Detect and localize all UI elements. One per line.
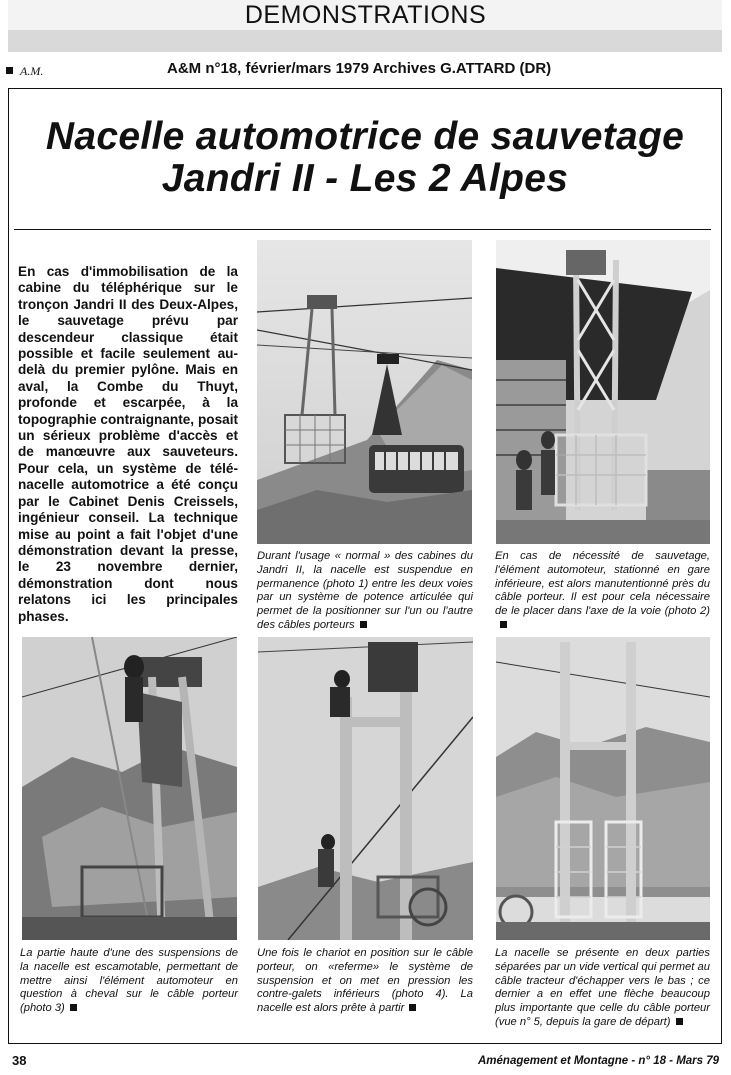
- bullet-square-icon: [6, 67, 13, 74]
- publication-footer: Aménagement et Montagne - n° 18 - Mars 79: [478, 1055, 720, 1067]
- author-byline: [6, 64, 43, 79]
- photo-4-climbers: [258, 637, 473, 940]
- article-title: [14, 116, 716, 200]
- intro-paragraph: En cas d'immobilisation de la cabine du téléphérique sur le tronçon Jandri II des Deux-Alpes, le sauvetage prévu par descendeur classique était possible et facile seulement au-delà du premier pylône. Mais en aval, la Combe du Thuyt, profonde et escarpée, à la topographie contraignante, posait un sérieux problème d'accès et de manœuvre aux sauveteurs. Pour cela, un système de télé-nacelle automotrice a été conçu par le Cabinet Denis Creissels, ingénieur conseil. La technique mise au point a fait l'objet d'une démonstration devant la presse, le 23 novembre dernier, démonstration dont nous relatons ici les principales phases.: [18, 264, 238, 624]
- caption-photo-5-text: La nacelle se présente en deux parties séparées par un vide vertical qui permet au câble tracteur d'échapper vers le bas ; ce dernier a en effet une flèche beaucoup plus importante que celle du câble porteur (vue n° 5, depuis la gare de départ): [495, 947, 710, 1028]
- archive-credit: A&M n°18, février/mars 1979 Archives G.ATTARD (DR): [167, 60, 552, 77]
- caption-photo-2-text: En cas de nécessité de sauvetage, l'élément automoteur, stationné en gare inférieure, est alors manutentionné près du câble porteur. Il est pour cela nécessaire de le placer dans l'axe de la voie (photo 2): [495, 550, 710, 618]
- section-header: DEMONSTRATIONS: [244, 1, 487, 29]
- header-gray-rule: [8, 30, 722, 52]
- caption-photo-3-text: La partie haute d'une des suspensions de la nacelle est escamotable, permettant de mettre ainsi l'élément automoteur en question à cheval sur le câble porteur (photo 3): [20, 947, 238, 1015]
- caption-photo-4-text: Une fois le chariot en position sur le câble porteur, on «referme» le système de suspension et on met en pression les contre-galets inférieurs (photo 4). La nacelle est alors prête à partir: [257, 947, 473, 1015]
- end-square-icon: [70, 1004, 77, 1011]
- caption-photo-1-text: Durant l'usage « normal » des cabines du Jandri II, la nacelle est suspendue en permanence (photo 1) entre les deux voies par un système de potence articulée qui permet de la positionner sur l'un ou l'autre des câbles porteurs: [257, 550, 473, 631]
- title-line-1: Nacelle automotrice de sauvetage: [45, 115, 685, 158]
- caption-photo-2: [495, 550, 710, 633]
- photo-3-suspension: [22, 637, 237, 940]
- title-divider: [14, 229, 711, 230]
- end-square-icon: [409, 1004, 416, 1011]
- caption-photo-3: [20, 947, 238, 1016]
- end-square-icon: [360, 621, 367, 628]
- author-initials: A.M.: [20, 64, 44, 78]
- caption-photo-5: [495, 947, 710, 1030]
- photo-2-station: [496, 240, 710, 544]
- end-square-icon: [500, 621, 507, 628]
- photo-5-nacelle: [496, 637, 710, 940]
- title-line-2: Jandri II - Les 2 Alpes: [161, 157, 569, 200]
- end-square-icon: [676, 1018, 683, 1025]
- caption-photo-4: [257, 947, 473, 1016]
- page-number: 38: [12, 1053, 27, 1068]
- caption-photo-1: [257, 550, 473, 633]
- photo-1-cable-car: [257, 240, 472, 544]
